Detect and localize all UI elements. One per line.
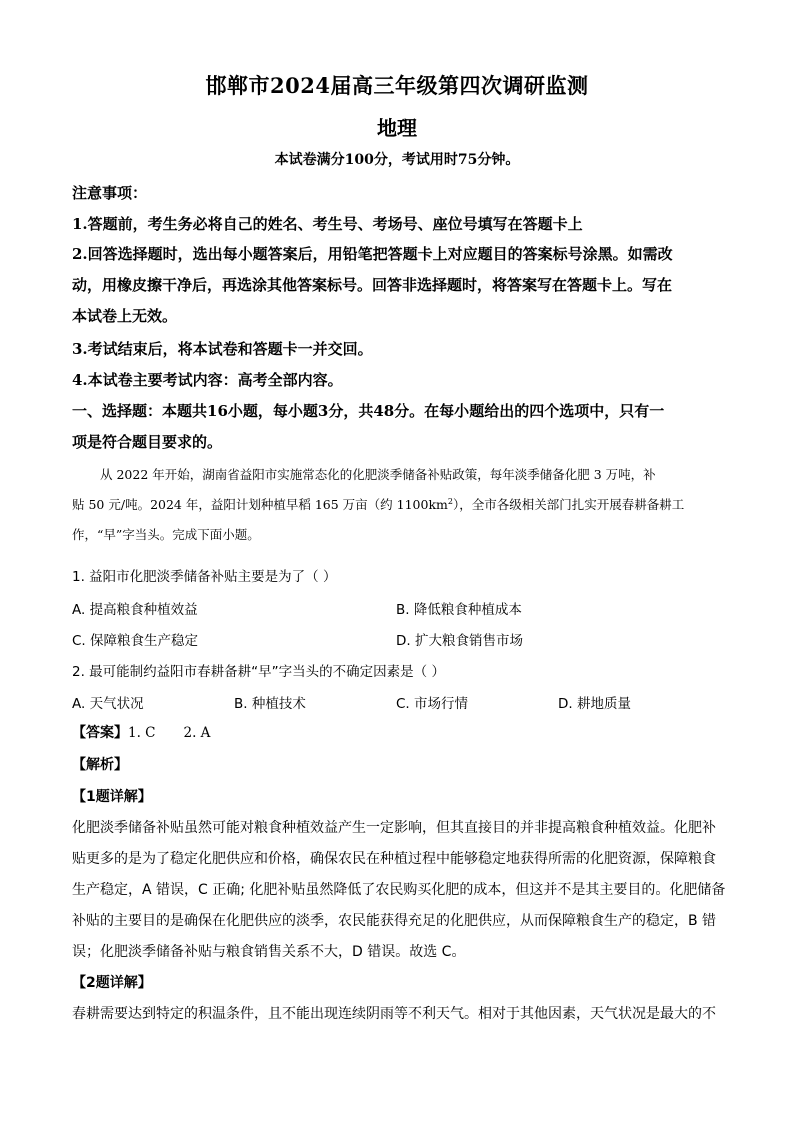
answer-2: 2. A — [183, 725, 211, 741]
passage-line-2-a: 贴 50 元/吨。2024 年，益阳计划种植早稻 165 万亩（约 1100km — [72, 497, 448, 512]
question-2-analysis-line-1: 春耕需要达到特定的积温条件，且不能出现连续阴雨等不利天气。相对于其他因素，天气状况是最大的不 — [72, 1006, 716, 1022]
subject-title: 地理 — [377, 116, 417, 140]
question-1-option-b: B. 降低粮食种植成本 — [396, 602, 522, 618]
question-1-analysis-line-5: 误；化肥淡季储备补贴与粮食销售关系不大，D 错误。故选 C。 — [72, 944, 466, 960]
question-1-analysis-line-4: 补贴的主要目的是确保在化肥供应的淡季，农民能获得充足的化肥供应，从而保障粮食生产的稳定，B 错 — [72, 913, 717, 929]
question-2-option-d: D. 耕地质量 — [558, 696, 631, 712]
question-1-analysis-line-1: 化肥淡季储备补贴虽然可能对粮食种植效益产生一定影响，但其直接目的并非提高粮食种植效益。化肥补 — [72, 820, 716, 836]
question-2-option-a: A. 天气状况 — [72, 696, 144, 712]
question-2-analysis-label: 【2题详解】 — [72, 975, 152, 991]
question-1-analysis-line-2: 贴更多的是为了稳定化肥供应和价格，确保农民在种植过程中能够稳定地获得所需的化肥资源，保障粮食 — [72, 851, 716, 867]
exam-subtitle: 本试卷满分100分，考试用时75分钟。 — [274, 152, 520, 168]
section-heading-line-2: 项是符合题目要求的。 — [72, 433, 223, 451]
passage-superscript: 2 — [447, 496, 453, 506]
question-2-option-b: B. 种植技术 — [234, 696, 306, 712]
passage-line-2 — [72, 495, 684, 513]
passage-line-3: 作，“早”字当头。完成下面小题。 — [72, 527, 260, 542]
notice-item-2-line-1: 2.回答选择题时，选出每小题答案后，用铅笔把答题卡上对应题目的答案标号涂黑。如需改 — [72, 245, 673, 263]
analysis-label: 【解析】 — [72, 757, 128, 773]
answer-line — [72, 722, 210, 742]
question-2-option-c: C. 市场行情 — [396, 696, 469, 712]
answer-label: 【答案】 — [72, 725, 128, 741]
exam-title: 邯郸市2024届高三年级第四次调研监测 — [205, 73, 589, 98]
passage-line-2-b: ），全市各级相关部门扎实开展春耕备耕工 — [452, 497, 685, 512]
notice-heading: 注意事项： — [72, 184, 148, 202]
notice-item-1: 1.答题前，考生务必将自己的姓名、考生号、考场号、座位号填写在答题卡上 — [72, 215, 583, 233]
notice-item-2-line-3: 本试卷上无效。 — [72, 307, 178, 325]
question-1-analysis-label: 【1题详解】 — [72, 789, 152, 805]
question-1-option-c: C. 保障粮食生产稳定 — [72, 633, 199, 649]
question-1-option-d: D. 扩大粮食销售市场 — [396, 633, 523, 649]
question-1-option-a: A. 提高粮食种植效益 — [72, 602, 198, 618]
question-2-stem: 2. 最可能制约益阳市春耕备耕“早”字当头的不确定因素是（ ） — [72, 664, 445, 680]
question-1-stem: 1. 益阳市化肥淡季储备补贴主要是为了（ ） — [72, 569, 337, 585]
question-1-analysis-line-3: 生产稳定，A 错误，C 正确; 化肥补贴虽然降低了农民购买化肥的成本，但这并不是其主要目的。化肥储备 — [72, 882, 726, 898]
passage-line-1: 从 2022 年开始，湖南省益阳市实施常态化的化肥淡季储备补贴政策，每年淡季储备化肥 3 万吨，补 — [100, 467, 656, 482]
notice-item-3: 3.考试结束后，将本试卷和答题卡一并交回。 — [72, 340, 373, 358]
section-heading-line-1: 一、选择题：本题共16小题，每小题3分，共48分。在每小题给出的四个选项中，只有一 — [72, 402, 665, 420]
answer-1: 1. C — [128, 725, 156, 741]
notice-item-4: 4.本试卷主要考试内容：高考全部内容。 — [72, 371, 343, 389]
notice-item-2-line-2: 动，用橡皮擦干净后，再选涂其他答案标号。回答非选择题时，将答案写在答题卡上。写在 — [72, 276, 673, 294]
